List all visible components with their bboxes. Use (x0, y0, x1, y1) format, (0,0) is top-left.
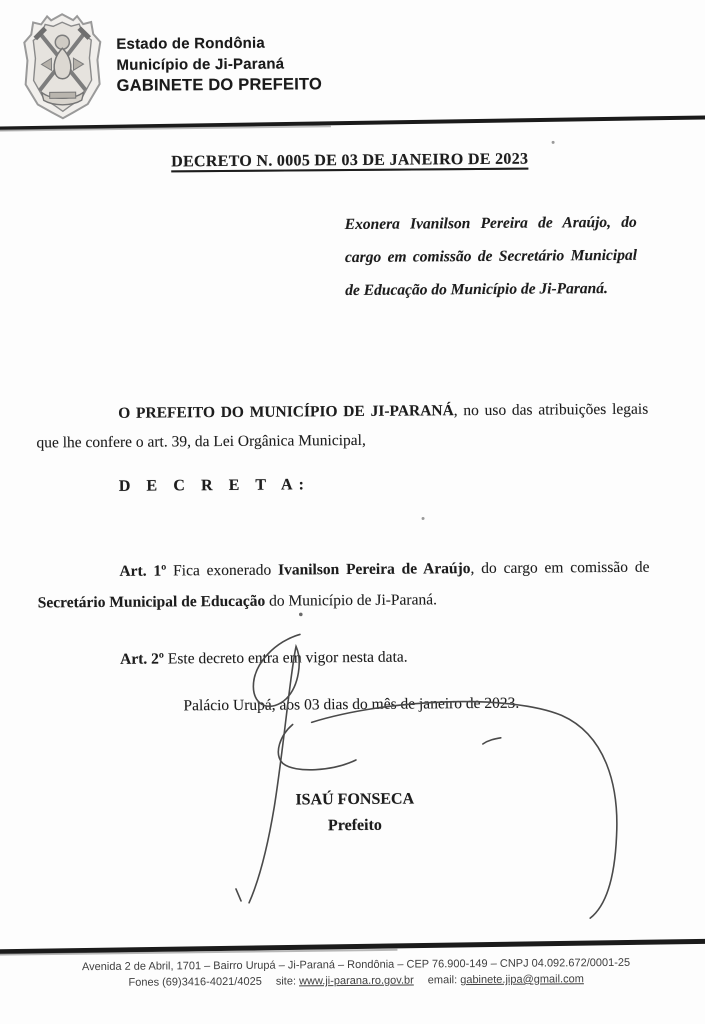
article-2-text: Este decreto entra em vigor nesta data. (163, 648, 408, 667)
footer-site-label: site: (275, 975, 300, 988)
document-title: DECRETO N. 0005 DE 03 DE JANEIRO DE 2023 (171, 150, 529, 171)
footer-site-url: www.ji-parana.ro.gov.br (298, 974, 414, 988)
letterhead-office: GABINETE DO PREFEITO (116, 75, 323, 95)
dateline: Palácio Urupá, aos 03 dias do mês de janeiro de 2023. (183, 694, 520, 715)
article-1-person-name: Ivanilson Pereira de Araújo (277, 559, 471, 579)
footer-address-line: Avenida 2 de Abril, 1701 – Bairro Urupá – Ji-Paraná – Rondônia – CEP 76.900-149 – CNPJ 04.092.672/0001-25 (81, 956, 631, 974)
signatory-name: ISAÚ FONSECA (295, 790, 415, 809)
municipal-coat-of-arms-icon (21, 12, 104, 121)
signature-block (2, 784, 705, 842)
ementa-summary: Exonera Ivanilson Pereira de Araújo, do cargo em comissão de Secretário Municipal de Educação do Município de Ji-Paraná. (344, 213, 638, 300)
letterhead-state: Estado de Rondônia (116, 34, 265, 53)
footer (4, 954, 705, 992)
footer-email-label: email: (427, 974, 461, 987)
article-1 (37, 551, 649, 618)
preamble-bold: O PREFEITO DO MUNICÍPIO DE JI-PARANÁ (118, 401, 454, 422)
article-2-label: Art. 2º (120, 649, 165, 668)
article-1-text-b: , do cargo em comissão de (470, 558, 650, 577)
letterhead-municipality: Município de Ji-Paraná (116, 55, 285, 74)
footer-email-address: gabinete.jipa@gmail.com (460, 973, 584, 987)
preamble-paragraph (36, 394, 648, 457)
letterhead (116, 32, 322, 97)
article-1-text-a: Fica exonerado (166, 561, 279, 579)
article-1-label: Art. 1º (119, 561, 167, 580)
decreta-heading: D E C R E T A: (118, 476, 311, 495)
article-1-text-c: do Município de Ji-Paraná. (265, 590, 437, 610)
footer-phones: Fones (69)3416-4021/4025 (128, 975, 262, 989)
article-2 (38, 646, 650, 669)
signatory-role: Prefeito (327, 816, 382, 835)
article-1-office-name: Secretário Municipal de Educação (37, 592, 266, 611)
preamble-rest: , no uso das atribuições legais que lhe confere o art. 39, da Lei Orgânica Municipal, (36, 400, 649, 451)
